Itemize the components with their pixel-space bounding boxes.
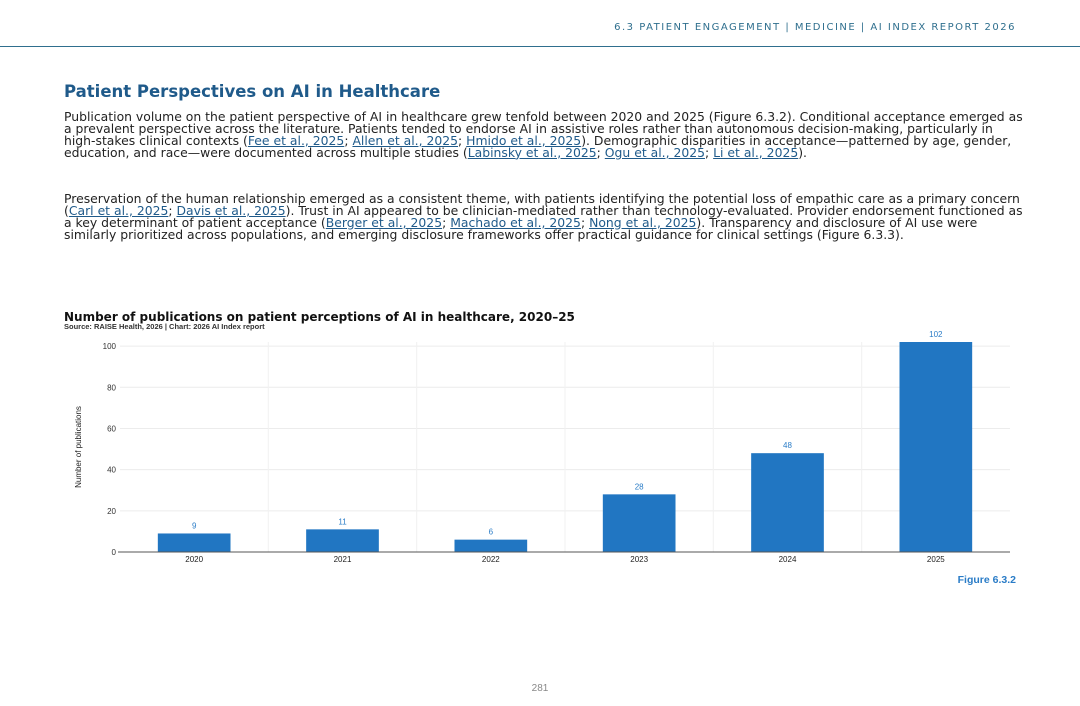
x-tick-label: 2024 bbox=[778, 555, 797, 564]
citation-link[interactable]: Nong et al., 2025 bbox=[589, 214, 697, 230]
chart-title: Number of publications on patient perceptions of AI in healthcare, 2020–25 bbox=[64, 310, 575, 324]
bar-2024 bbox=[751, 453, 824, 552]
bar-value-label: 28 bbox=[634, 482, 644, 492]
bar-value-label: 102 bbox=[929, 330, 943, 339]
x-tick-label: 2020 bbox=[185, 555, 204, 564]
paragraph-text: ; bbox=[442, 214, 451, 230]
x-tick-label: 2023 bbox=[630, 555, 649, 564]
paragraph-2 bbox=[64, 193, 1024, 241]
paragraph-text: Publication volume on the patient perspective of AI in healthcare grew tenfold between 2020 and 2025 (Figure 6.3.2). Conditional acceptance emerged as a prevalent perspective across the literature. Patients tended to endorse AI in assistive roles rather than autonomous decision-making, particularly in high-stakes clinical contexts ( bbox=[64, 109, 1023, 148]
y-tick-label: 0 bbox=[111, 548, 116, 557]
bar-2020 bbox=[158, 533, 231, 552]
paragraph-1 bbox=[64, 111, 1024, 159]
citation-link[interactable]: Davis et al., 2025 bbox=[176, 202, 286, 218]
citation-link[interactable]: Berger et al., 2025 bbox=[325, 214, 443, 230]
citation-link[interactable]: Machado et al., 2025 bbox=[450, 214, 581, 230]
paragraph-text: ; bbox=[344, 132, 353, 148]
bar-2023 bbox=[603, 494, 676, 552]
paragraph-text: ; bbox=[705, 144, 714, 160]
citation-link[interactable]: Carl et al., 2025 bbox=[68, 202, 169, 218]
y-tick-label: 20 bbox=[107, 506, 116, 516]
header-rule bbox=[0, 46, 1080, 47]
paragraph-text: Preservation of the human relationship emerged as a consistent theme, with patients identifying the potential loss of empathic care as a primary concern ( bbox=[64, 191, 1020, 218]
paragraph-text: ; bbox=[168, 202, 177, 218]
citation-link[interactable]: Hmido et al., 2025 bbox=[466, 132, 582, 148]
citation-link[interactable]: Allen et al., 2025 bbox=[352, 132, 459, 148]
figure-label: Figure 6.3.2 bbox=[957, 574, 1016, 586]
bar-value-label: 11 bbox=[338, 517, 347, 527]
bar-value-label: 48 bbox=[783, 441, 792, 451]
bar-value-label: 9 bbox=[191, 521, 197, 531]
chart-source: Source: RAISE Health, 2026 | Chart: 2026 AI Index report bbox=[64, 322, 265, 331]
citation-link[interactable]: Fee et al., 2025 bbox=[247, 132, 345, 148]
y-axis-label: Number of publications bbox=[74, 406, 83, 488]
paragraph-text: ; bbox=[596, 144, 605, 160]
bar-value-label: 6 bbox=[488, 527, 494, 537]
paragraph-text: ). Demographic disparities in acceptance—patterned by age, gender, education, and race—were documented across multiple studies ( bbox=[64, 132, 1012, 160]
y-tick-label: 100 bbox=[102, 342, 116, 352]
paragraph-text: ; bbox=[458, 132, 467, 148]
bar-2025 bbox=[899, 342, 972, 552]
section-title: Patient Perspectives on AI in Healthcare bbox=[64, 82, 441, 101]
x-tick-label: 2025 bbox=[926, 555, 945, 564]
citation-link[interactable]: Labinsky et al., 2025 bbox=[467, 144, 597, 160]
page-number: 281 bbox=[531, 683, 549, 694]
paragraph-text: ). Transparency and disclosure of AI use were similarly prioritized across populations, and emerging disclosure frameworks offer practical guidance for clinical settings (Figure 6.3.3). bbox=[64, 214, 978, 242]
citation-link[interactable]: Li et al., 2025 bbox=[713, 144, 799, 160]
bar-2021 bbox=[306, 529, 379, 552]
y-tick-label: 40 bbox=[107, 465, 116, 475]
paragraph-text: ). Trust in AI appeared to be clinician-mediated rather than technology-evaluated. Provider endorsement functioned as a key determinant of patient acceptance ( bbox=[64, 202, 1023, 230]
x-tick-label: 2021 bbox=[333, 555, 352, 564]
y-tick-label: 60 bbox=[107, 424, 116, 434]
running-header: 6.3 PATIENT ENGAGEMENT | MEDICINE | AI INDEX REPORT 2026 bbox=[614, 22, 1016, 33]
publications-bar-chart bbox=[0, 330, 1080, 570]
citation-link[interactable]: Ogu et al., 2025 bbox=[604, 144, 705, 160]
paragraph-text: ; bbox=[580, 214, 590, 230]
x-tick-label: 2022 bbox=[481, 555, 500, 564]
bar-2022 bbox=[454, 540, 527, 552]
paragraph-text: ). bbox=[798, 144, 807, 160]
y-tick-label: 80 bbox=[107, 383, 116, 393]
